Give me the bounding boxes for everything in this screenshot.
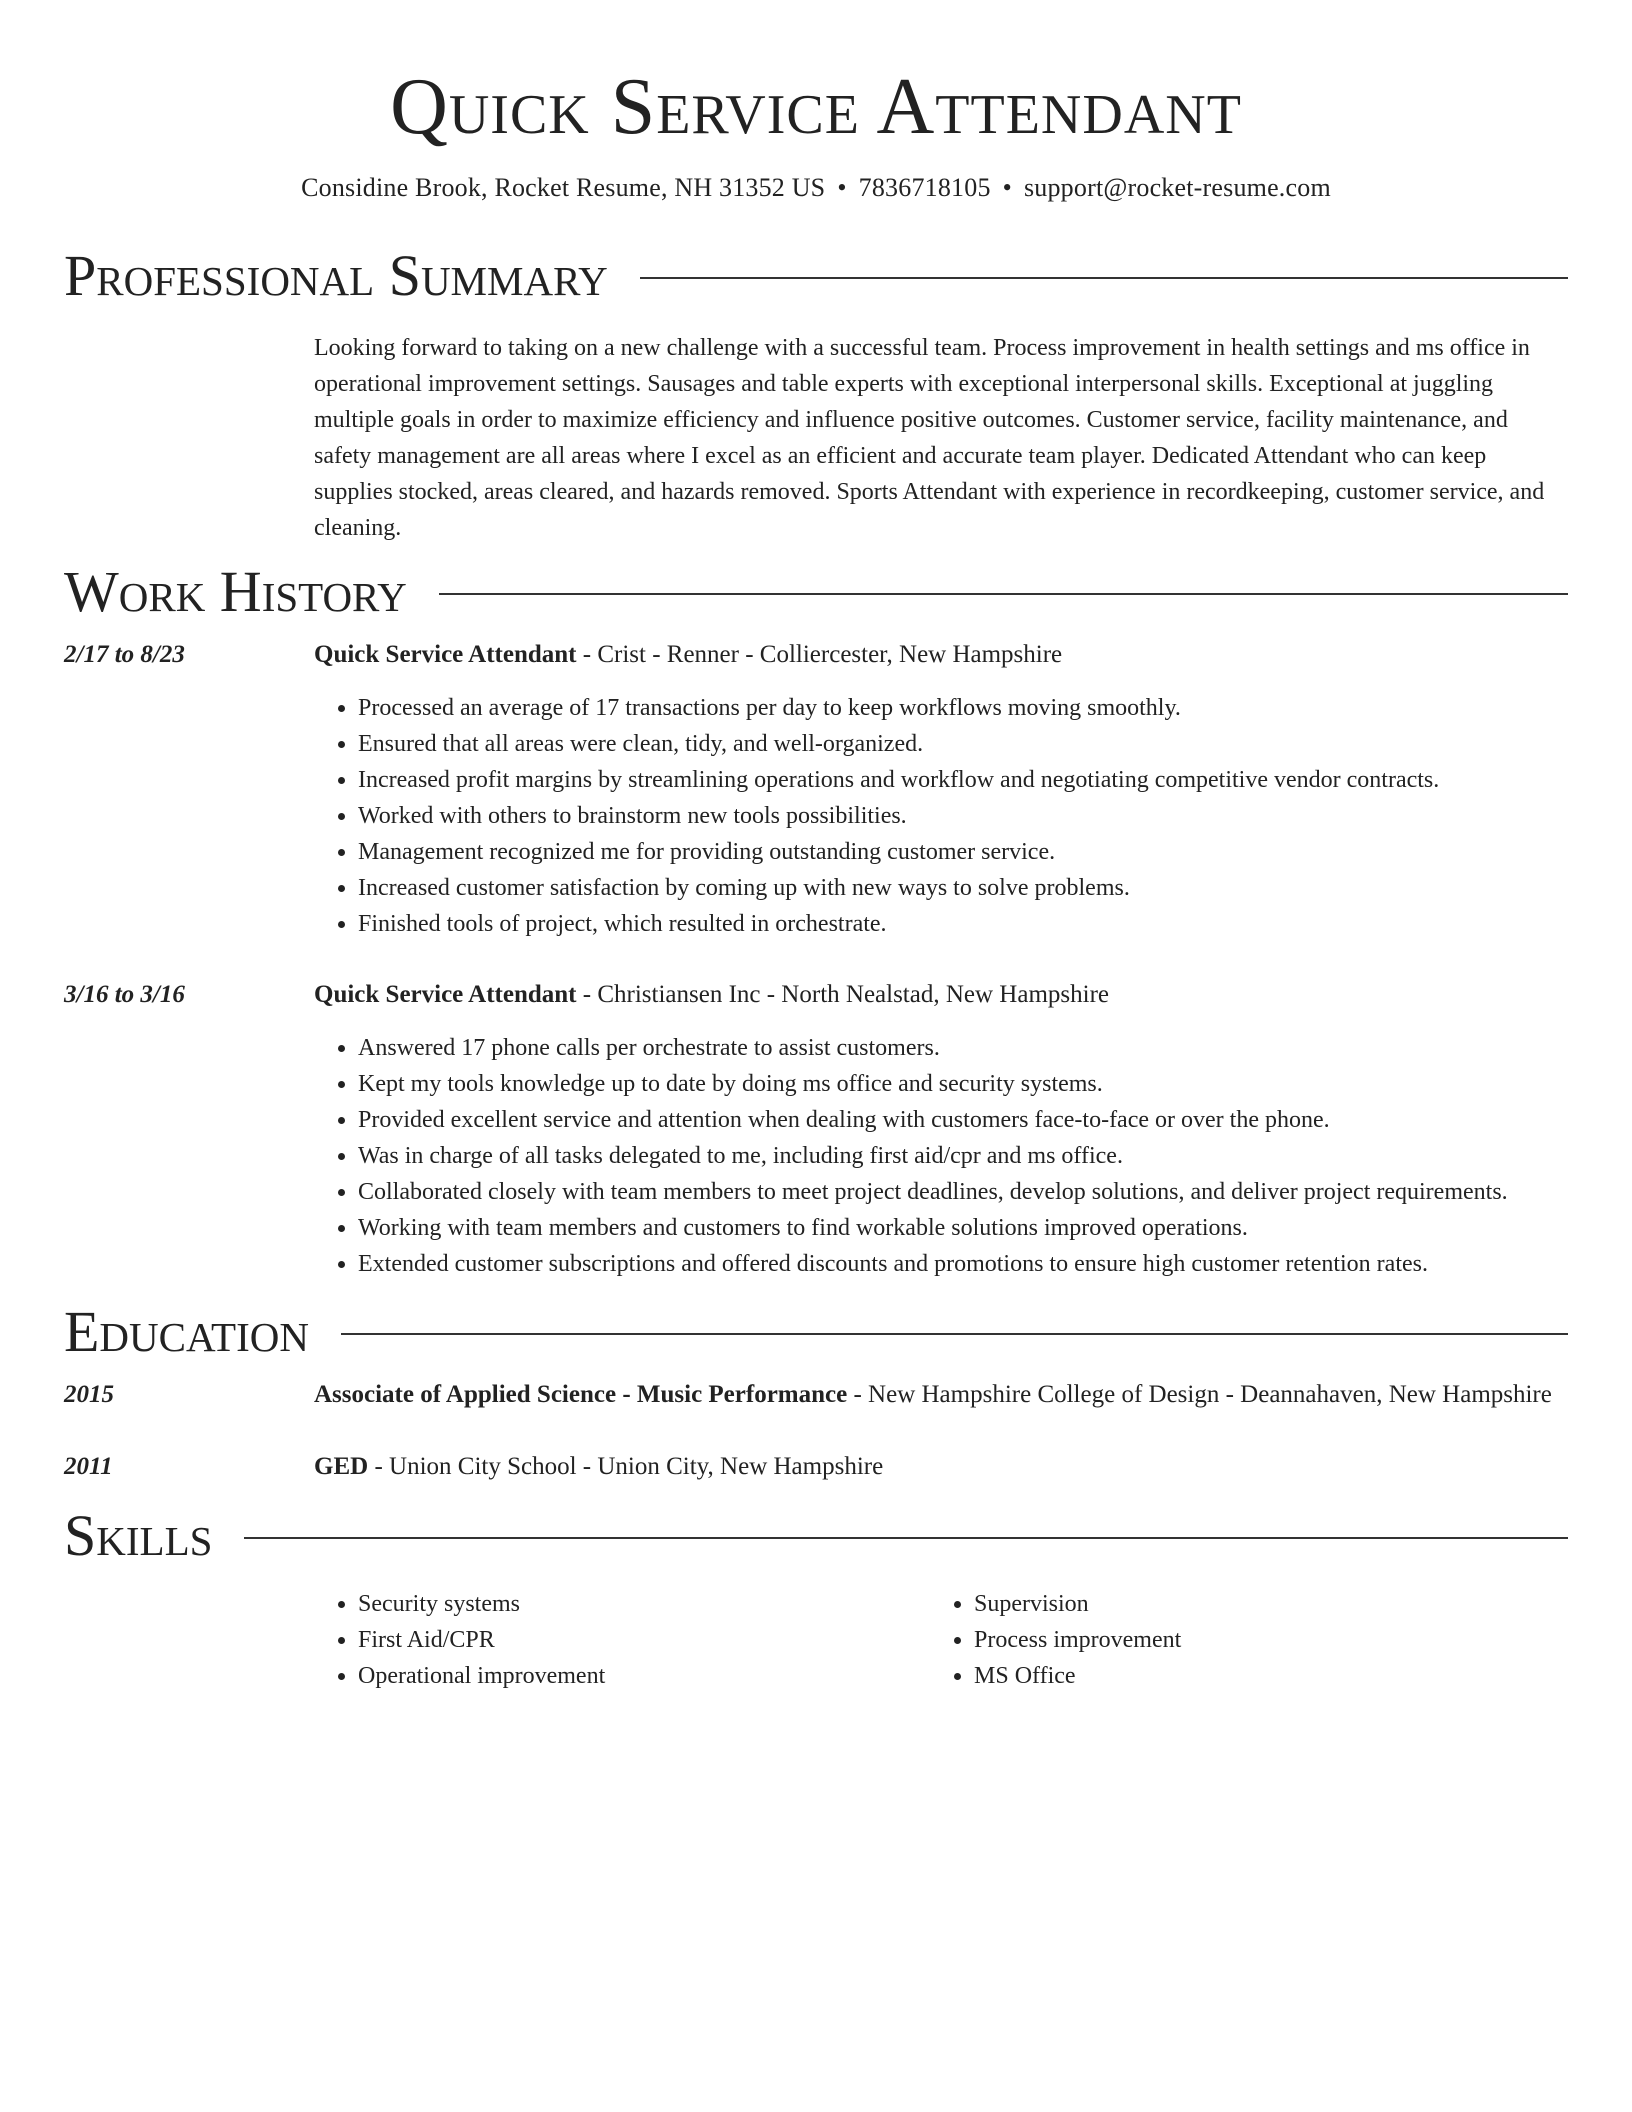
contact-email: support@rocket-resume.com — [1023, 173, 1331, 202]
contact-separator: • — [1002, 173, 1012, 202]
list-item: • Answered 17 phone calls per orchestrate to assist customers. — [358, 1030, 1568, 1066]
education-degree: GED — [314, 1453, 369, 1480]
job-body — [314, 976, 1568, 1282]
section-divider — [341, 1333, 1568, 1335]
list-item: • Finished tools of project, which resulted in orchestrate. — [358, 906, 1568, 942]
contact-phone: 7836718105 — [858, 173, 991, 202]
job-entry — [64, 636, 1568, 942]
education-title-line — [314, 1376, 1568, 1414]
list-item: • Processed an average of 17 transactions per day to keep workflows moving smoothly. — [358, 690, 1568, 726]
education-degree: Associate of Applied Science - Music Performance — [314, 1381, 848, 1408]
contact-separator: • — [837, 173, 847, 202]
contact-address: Considine Brook, Rocket Resume, NH 31352 US — [301, 173, 826, 202]
skill-item: • MS Office — [974, 1658, 1546, 1694]
skills-column-left — [314, 1586, 930, 1694]
work-section-header — [64, 560, 1568, 624]
job-title: Quick Service Attendant — [314, 981, 577, 1008]
list-item: • Collaborated closely with team members to meet project deadlines, develop solutions, and deliver project requirements. — [358, 1174, 1568, 1210]
skill-item: • First Aid/CPR — [358, 1622, 930, 1658]
resume-page — [64, 0, 1568, 1694]
education-entry — [64, 1376, 1568, 1414]
list-item: • Kept my tools knowledge up to date by doing ms office and security systems. — [358, 1066, 1568, 1102]
job-date: 2/17 to 8/23 — [64, 641, 185, 668]
section-divider — [244, 1537, 1568, 1539]
list-item: • Was in charge of all tasks delegated to me, including first aid/cpr and ms office. — [358, 1138, 1568, 1174]
skills-list — [314, 1586, 1568, 1694]
summary-section-header — [64, 244, 1568, 308]
summary-heading: Professional Summary — [64, 243, 608, 308]
list-item: • Increased profit margins by streamlining operations and workflow and negotiating competitive vendor contracts. — [358, 762, 1568, 798]
job-bullets — [314, 690, 1568, 942]
skills-section-header — [64, 1504, 1568, 1568]
job-details: - Christiansen Inc - North Nealstad, New Hampshire — [576, 981, 1109, 1008]
list-item: • Extended customer subscriptions and offered discounts and promotions to ensure high customer retention rates. — [358, 1246, 1568, 1282]
skills-column-right — [930, 1586, 1546, 1694]
education-details: - Union City School - Union City, New Hampshire — [368, 1453, 884, 1480]
skill-item: • Supervision — [974, 1586, 1546, 1622]
list-item: • Management recognized me for providing outstanding customer service. — [358, 834, 1568, 870]
list-item: • Provided excellent service and attention when dealing with customers face-to-face or over the phone. — [358, 1102, 1568, 1138]
job-details: - Crist - Renner - Colliercester, New Hampshire — [576, 641, 1063, 668]
skills-heading: Skills — [64, 1503, 213, 1568]
work-heading: Work History — [64, 559, 407, 624]
education-body — [314, 1376, 1568, 1414]
education-entry — [64, 1448, 1568, 1486]
education-date: 2015 — [64, 1381, 114, 1408]
education-date: 2011 — [64, 1453, 113, 1480]
education-section-header — [64, 1300, 1568, 1364]
job-title-line — [314, 636, 1568, 674]
job-date: 3/16 to 3/16 — [64, 981, 185, 1008]
job-title: Quick Service Attendant — [314, 641, 577, 668]
job-entry — [64, 976, 1568, 1282]
skill-item: • Process improvement — [974, 1622, 1546, 1658]
section-divider — [640, 277, 1568, 279]
education-details: - New Hampshire College of Design - Deannahaven, New Hampshire — [847, 1381, 1552, 1408]
list-item: • Ensured that all areas were clean, tidy, and well-organized. — [358, 726, 1568, 762]
education-title-line — [314, 1448, 1568, 1486]
list-item: • Worked with others to brainstorm new tools possibilities. — [358, 798, 1568, 834]
skill-item: • Security systems — [358, 1586, 930, 1622]
section-divider — [439, 593, 1568, 595]
job-body — [314, 636, 1568, 942]
contact-line — [64, 170, 1568, 206]
list-item: • Working with team members and customers to find workable solutions improved operations. — [358, 1210, 1568, 1246]
job-bullets — [314, 1030, 1568, 1282]
job-title-line — [314, 976, 1568, 1014]
list-item: • Increased customer satisfaction by coming up with new ways to solve problems. — [358, 870, 1568, 906]
summary-text: Looking forward to taking on a new challenge with a successful team. Process improvement in health settings and ms office in operational improvement settings. Sausages and table experts with exceptional interpersonal skills. Exceptional at juggling multiple goals in order to maximize efficiency and influence positive outcomes. Customer service, facility maintenance, and safety management are all areas where I excel as an efficient and accurate team player. Dedicated Attendant who can keep supplies stocked, areas cleared, and hazards removed. Sports Attendant with experience in recordkeeping, customer service, and cleaning. — [314, 335, 1545, 541]
education-body — [314, 1448, 1568, 1486]
resume-name: Quick Service Attendant — [390, 63, 1242, 151]
education-heading: Education — [64, 1299, 309, 1364]
skill-item: • Operational improvement — [358, 1658, 930, 1694]
